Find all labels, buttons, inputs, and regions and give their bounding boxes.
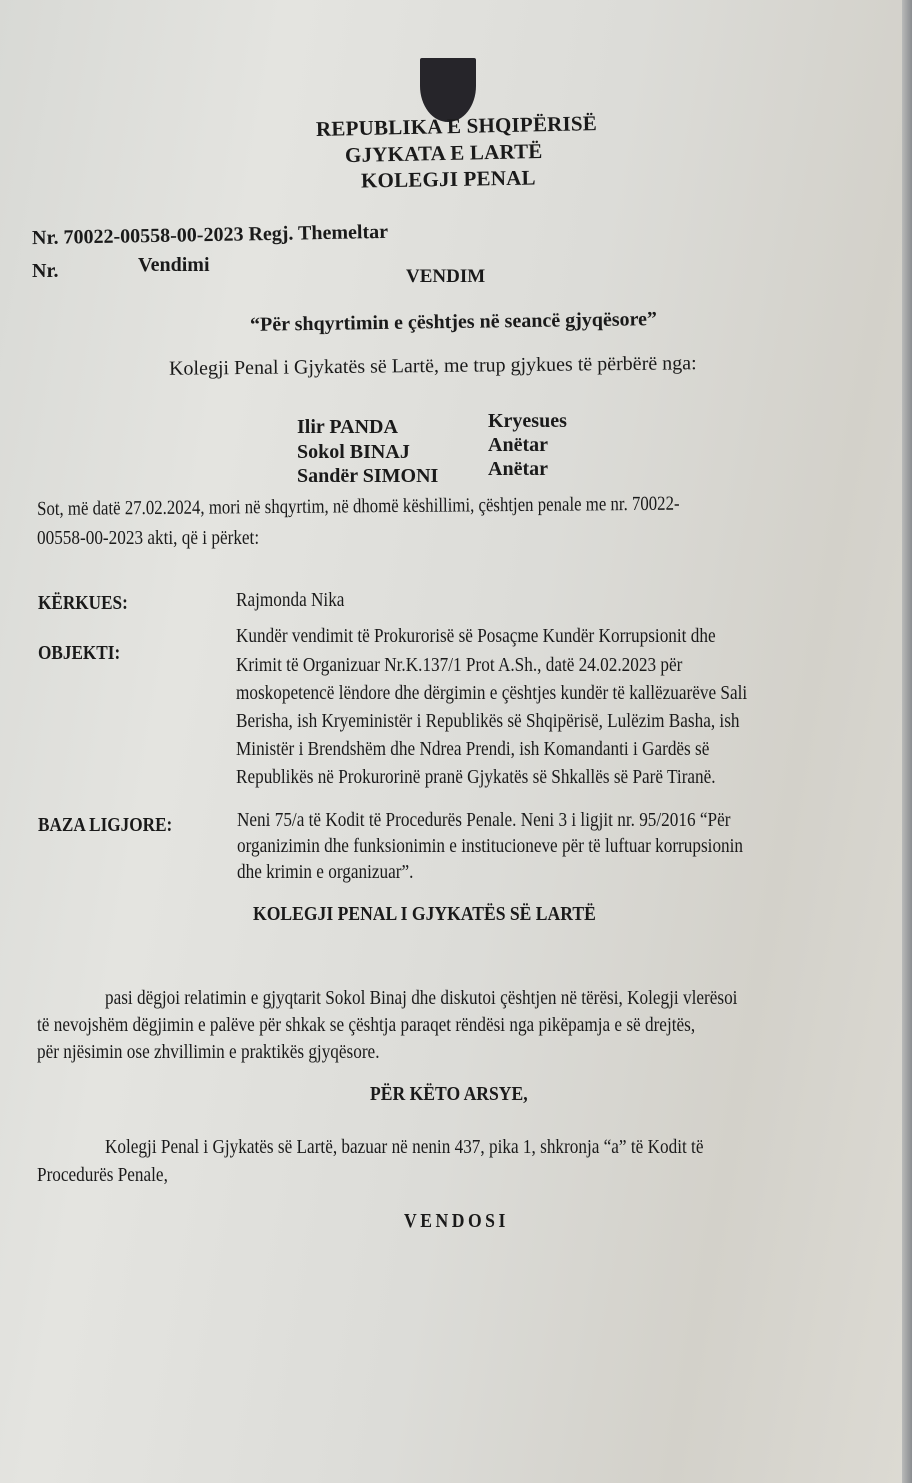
section-heading: KOLEGJI PENAL I GJYKATËS SË LARTË <box>253 903 596 925</box>
objekti-line: Republikës në Prokurorinë pranë Gjykatës së Shkallës së Parë Tiranë. <box>236 766 716 788</box>
objekti-label: OBJEKTI: <box>38 642 121 664</box>
legal-basis-line: Procedurës Penale, <box>37 1164 168 1186</box>
registry-decision-label: Vendimi <box>138 254 210 276</box>
session-line-2: 00558-00-2023 akti, që i përket: <box>37 527 260 549</box>
header-republic: REPUBLIKA E SHQIPËRISË <box>315 111 598 141</box>
header-college: KOLEGJI PENAL <box>360 165 536 193</box>
baza-ligjore-line: Neni 75/a të Kodit të Procedurës Penale. Neni 3 i ligjit nr. 95/2016 “Për <box>237 809 731 831</box>
objekti-line: Berisha, ish Kryeministër i Republikës së Shqipërisë, Lulëzim Basha, ish <box>236 710 740 732</box>
decision-heading: VENDOSI <box>404 1210 509 1232</box>
panel-member-role: Kryesues <box>488 410 567 432</box>
kerkues-label: KËRKUES: <box>38 592 128 614</box>
document-title: VENDIM <box>406 266 486 287</box>
baza-ligjore-line: organizimin dhe funksionimin e institucioneve për të luftuar korrupsionin <box>237 835 744 857</box>
objekti-line: Krimit të Organizuar Nr.K.137/1 Prot A.Sh., datë 24.02.2023 për <box>236 654 683 676</box>
reasons-heading: PËR KËTO ARSYE, <box>370 1083 528 1105</box>
page-edge <box>902 0 912 1483</box>
session-line-1: Sot, më datë 27.02.2024, mori në shqyrtim, në dhomë këshillimi, çështjen penale me nr. 70022- <box>37 492 680 520</box>
baza-ligjore-label: BAZA LIGJORE: <box>38 814 173 836</box>
panel-member-role: Anëtar <box>488 434 548 456</box>
objekti-line: moskopetencë lëndore dhe dërgimin e çështjes kundër të kallëzuarëve Sali <box>236 682 748 704</box>
panel-member-role: Anëtar <box>488 458 548 480</box>
legal-basis-line: Kolegji Penal i Gjykatës së Lartë, bazuar në nenin 437, pika 1, shkronja “a” të Kodit të <box>105 1136 704 1158</box>
reasoning-line: pasi dëgjoi relatimin e gjyqtarit Sokol Binaj dhe diskutoi çështjen në tërësi, Kolegji vlerësoi <box>105 987 738 1009</box>
baza-ligjore-line: dhe krimin e organizuar”. <box>237 861 414 883</box>
panel-intro: Kolegji Penal i Gjykatës së Lartë, me trup gjykues të përbërë nga: <box>168 352 697 380</box>
panel-member-name: Sokol BINAJ <box>297 441 410 463</box>
document-subtitle: “Për shqyrtimin e çështjes në seancë gjyqësore” <box>249 308 658 336</box>
kerkues-value: Rajmonda Nika <box>236 589 345 611</box>
objekti-line: Kundër vendimit të Prokurorisë së Posaçme Kundër Korrupsionit dhe <box>236 625 716 647</box>
objekti-line: Ministër i Brendshëm dhe Ndrea Prendi, ish Komandanti i Gardës së <box>236 738 710 760</box>
coat-of-arms-icon <box>420 58 476 122</box>
panel-member-name: Ilir PANDA <box>297 416 398 438</box>
registry-nr-prefix: Nr. <box>32 260 59 282</box>
panel-member-name: Sandër SIMONI <box>297 465 439 487</box>
registry-number: Nr. 70022-00558-00-2023 Regj. Themeltar <box>31 220 389 250</box>
reasoning-line: të nevojshëm dëgjimin e palëve për shkak se çështja paraqet rëndësi nga pikëpamja e së drejtës, <box>37 1014 696 1036</box>
header-court: GJYKATA E LARTË <box>344 138 543 168</box>
reasoning-line: për njësimin ose zhvillimin e praktikës gjyqësore. <box>37 1041 380 1063</box>
